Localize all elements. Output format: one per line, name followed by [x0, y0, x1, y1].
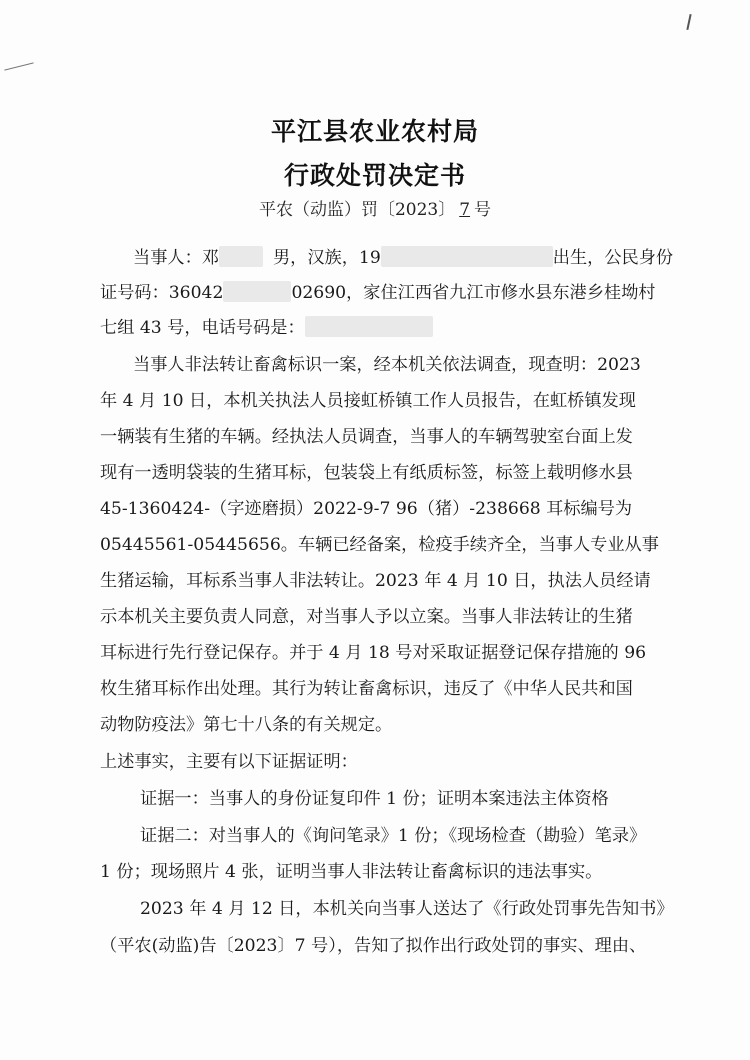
redaction-block — [223, 281, 291, 302]
document-title-type: 行政处罚决定书 — [283, 161, 466, 190]
redaction-block — [219, 246, 263, 267]
document-number-prefix: 平农（动监）罚〔2023〕 — [258, 200, 456, 220]
scan-mark — [4, 62, 33, 70]
evidence-intro: 上述事实，主要有以下证据证明： — [100, 752, 358, 772]
redaction-block — [305, 316, 433, 337]
facts-line: 当事人非法转让畜禽标识一案，经本机关依法调查，现查明：2023 — [133, 355, 641, 375]
notice-line: （平农(动监)告〔2023〕7 号），告知了拟作出行政处罚的事实、理由、 — [100, 936, 647, 956]
id-number-suffix-address: 02690，家住江西省九江市修水县东港乡桂坳村 — [291, 283, 656, 303]
party-gender-ethnicity: 男，汉族，19 — [272, 248, 381, 268]
id-number-prefix: 证号码：36042 — [100, 283, 224, 303]
document-title-authority: 平江县农业农村局 — [270, 117, 479, 146]
party-birth-id-label: 出生，公民身份 — [552, 248, 674, 268]
notice-line: 2023 年 4 月 12 日，本机关向当事人送达了《行政处罚事先告知书》 — [140, 899, 674, 919]
party-line-3 — [100, 316, 433, 338]
address-phone-label: 七组 43 号，电话号码是： — [100, 318, 305, 338]
redaction-block — [381, 246, 553, 267]
facts-line: 年 4 月 10 日，本机关执法人员接虹桥镇工作人员报告，在虹桥镇发现 — [100, 391, 636, 411]
document-number-value: 7 — [459, 200, 471, 220]
pen-mark — [686, 14, 691, 30]
evidence-item-2: 证据二：对当事人的《询问笔录》1 份；《现场检查（勘验）笔录》 — [140, 826, 647, 846]
facts-line: 示本机关主要负责人同意，对当事人予以立案。当事人非法转让的生猪 — [100, 607, 633, 627]
facts-line: 枚生猪耳标作出处理。其行为转让畜禽标识，违反了《中华人民共和国 — [100, 679, 633, 699]
facts-line: 现有一透明袋装的生猪耳标，包装袋上有纸质标签，标签上载明修水县 — [100, 463, 633, 483]
document-number-suffix: 号 — [474, 200, 492, 220]
party-name-label: 当事人：邓 — [133, 248, 219, 268]
facts-line: 一辆装有生猪的车辆。经执法人员调查，当事人的车辆驾驶室台面上发 — [100, 427, 633, 447]
evidence-item-2-cont: 1 份；现场照片 4 张，证明当事人非法转让畜禽标识的违法事实。 — [100, 862, 603, 882]
evidence-item-1: 证据一：当事人的身份证复印件 1 份；证明本案违法主体资格 — [140, 789, 609, 809]
facts-line: 耳标进行先行登记保存。并于 4 月 18 号对采取证据登记保存措施的 96 — [100, 643, 647, 663]
facts-line: 45-1360424-（字迹磨损）2022-9-7 96（猪）-238668 耳标编号为 — [100, 499, 633, 519]
document-number — [0, 195, 750, 220]
party-line-1 — [133, 246, 673, 268]
facts-line: 生猪运输，耳标系当事人非法转让。2023 年 4 月 10 日，执法人员经请 — [100, 571, 651, 591]
facts-line: 05445561-05445656。车辆已经备案，检疫手续齐全，当事人专业从事 — [100, 535, 659, 555]
party-line-2 — [100, 281, 656, 303]
facts-line: 动物防疫法》第七十八条的有关规定。 — [100, 715, 393, 735]
